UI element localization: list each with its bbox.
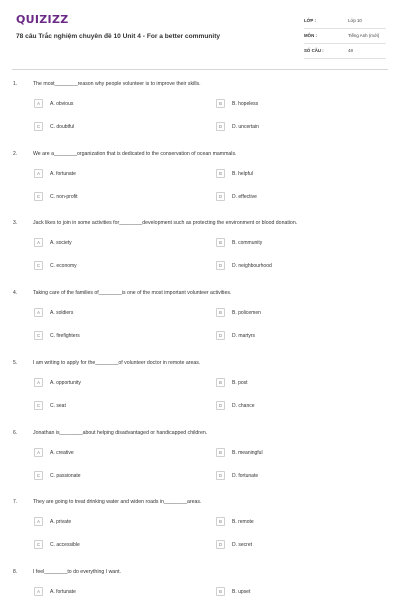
question-1 [0,81,400,147]
meta-row-subject [304,29,386,44]
meta-label: SỐ CÂU : [304,48,324,53]
question-text: Jonathan is________about helping disadvantaged or handicapped children. [33,430,208,436]
option-text: B. helpful [232,171,253,177]
option-badge: D [216,331,225,340]
question-number: 8. [13,569,18,575]
option-badge: A [34,378,43,387]
option-badge: A [34,448,43,457]
option-badge: B [216,448,225,457]
option-badge: D [216,471,225,480]
worksheet-header [12,10,388,68]
question-4 [0,290,400,356]
question-number: 1. [13,81,18,87]
question-number: 7. [13,499,18,505]
option-text: B. upset [232,589,251,595]
option-text: A. creative [50,450,74,456]
option-text: A. private [50,519,72,525]
option-text: D. chance [232,403,255,409]
option-text: D. uncertain [232,124,259,130]
option-badge: B [216,169,225,178]
question-text: The most________reason why people volunteer is to improve their skills. [33,81,201,87]
question-number: 2. [13,151,18,157]
meta-value: Tiếng Anh (mới) [348,33,380,38]
meta-panel [304,14,386,59]
option-badge: D [216,401,225,410]
meta-row-count [304,44,386,59]
option-badge: B [216,99,225,108]
question-7 [0,499,400,565]
option-text: C. firefighters [50,333,80,339]
quizizz-logo: QUIZIZZ [16,13,69,26]
meta-value: Lớp 10 [348,18,362,23]
question-text: I am writing to apply for the________of volunteer doctor in remote areas. [33,360,201,366]
question-3 [0,220,400,286]
option-text: D. secret [232,542,253,548]
option-text: C. non-profit [50,194,78,200]
option-badge: C [34,540,43,549]
option-text: D. martyrs [232,333,256,339]
option-badge: D [216,122,225,131]
option-badge: C [34,401,43,410]
option-badge: B [216,378,225,387]
option-badge: C [34,122,43,131]
option-text: A. soldiers [50,310,74,316]
option-badge: A [34,308,43,317]
option-badge: C [34,192,43,201]
question-text: I feel________to do everything I want. [33,569,121,575]
question-number: 6. [13,430,18,436]
option-badge: C [34,471,43,480]
option-badge: D [216,192,225,201]
question-6 [0,430,400,496]
question-number: 4. [13,290,18,296]
meta-label: MÔN : [304,33,317,38]
option-badge: A [34,238,43,247]
option-text: A. society [50,240,72,246]
question-2 [0,151,400,217]
option-text: C. accessible [50,542,80,548]
option-text: B. post [232,380,248,386]
question-text: Taking care of the families of________is one of the most important volunteer activities. [33,290,232,296]
option-badge: A [34,99,43,108]
option-text: A. fortunate [50,589,76,595]
option-text: B. remote [232,519,254,525]
header-divider [12,69,388,70]
option-badge: A [34,587,43,596]
option-text: B. hopeless [232,101,259,107]
option-text: A. obvious [50,101,74,107]
option-text: D. effective [232,194,257,200]
option-badge: D [216,540,225,549]
option-text: B. policemen [232,310,261,316]
question-text: We are a________organization that is dedicated to the conservation of ocean mammals. [33,151,237,157]
option-badge: B [216,517,225,526]
document-title: 78 câu Trắc nghiệm chuyên đề 10 Unit 4 - For a better community [16,33,221,40]
meta-value: 48 [348,48,353,53]
question-8 [0,569,400,600]
option-text: B. community [232,240,263,246]
option-text: C. doubtful [50,124,75,130]
question-number: 3. [13,220,18,226]
option-text: C. economy [50,263,77,269]
option-text: B. meaningful [232,450,263,456]
option-badge: D [216,261,225,270]
question-text: Jack likes to join in some activities for________development such as protecting the environment or blood donation. [33,220,298,226]
option-badge: B [216,238,225,247]
meta-row-class [304,14,386,29]
question-5 [0,360,400,426]
meta-label: LỚP : [304,18,316,23]
option-text: A. fortunate [50,171,76,177]
option-badge: C [34,261,43,270]
option-text: A. opportunity [50,380,81,386]
option-badge: B [216,308,225,317]
question-number: 5. [13,360,18,366]
option-badge: A [34,517,43,526]
question-text: They are going to treat drinking water and widen roads in________areas. [33,499,202,505]
option-badge: A [34,169,43,178]
option-text: D. fortunate [232,473,259,479]
option-text: C. seat [50,403,66,409]
option-text: D. neighbourhood [232,263,272,269]
option-text: C. passionate [50,473,81,479]
option-badge: B [216,587,225,596]
option-badge: C [34,331,43,340]
